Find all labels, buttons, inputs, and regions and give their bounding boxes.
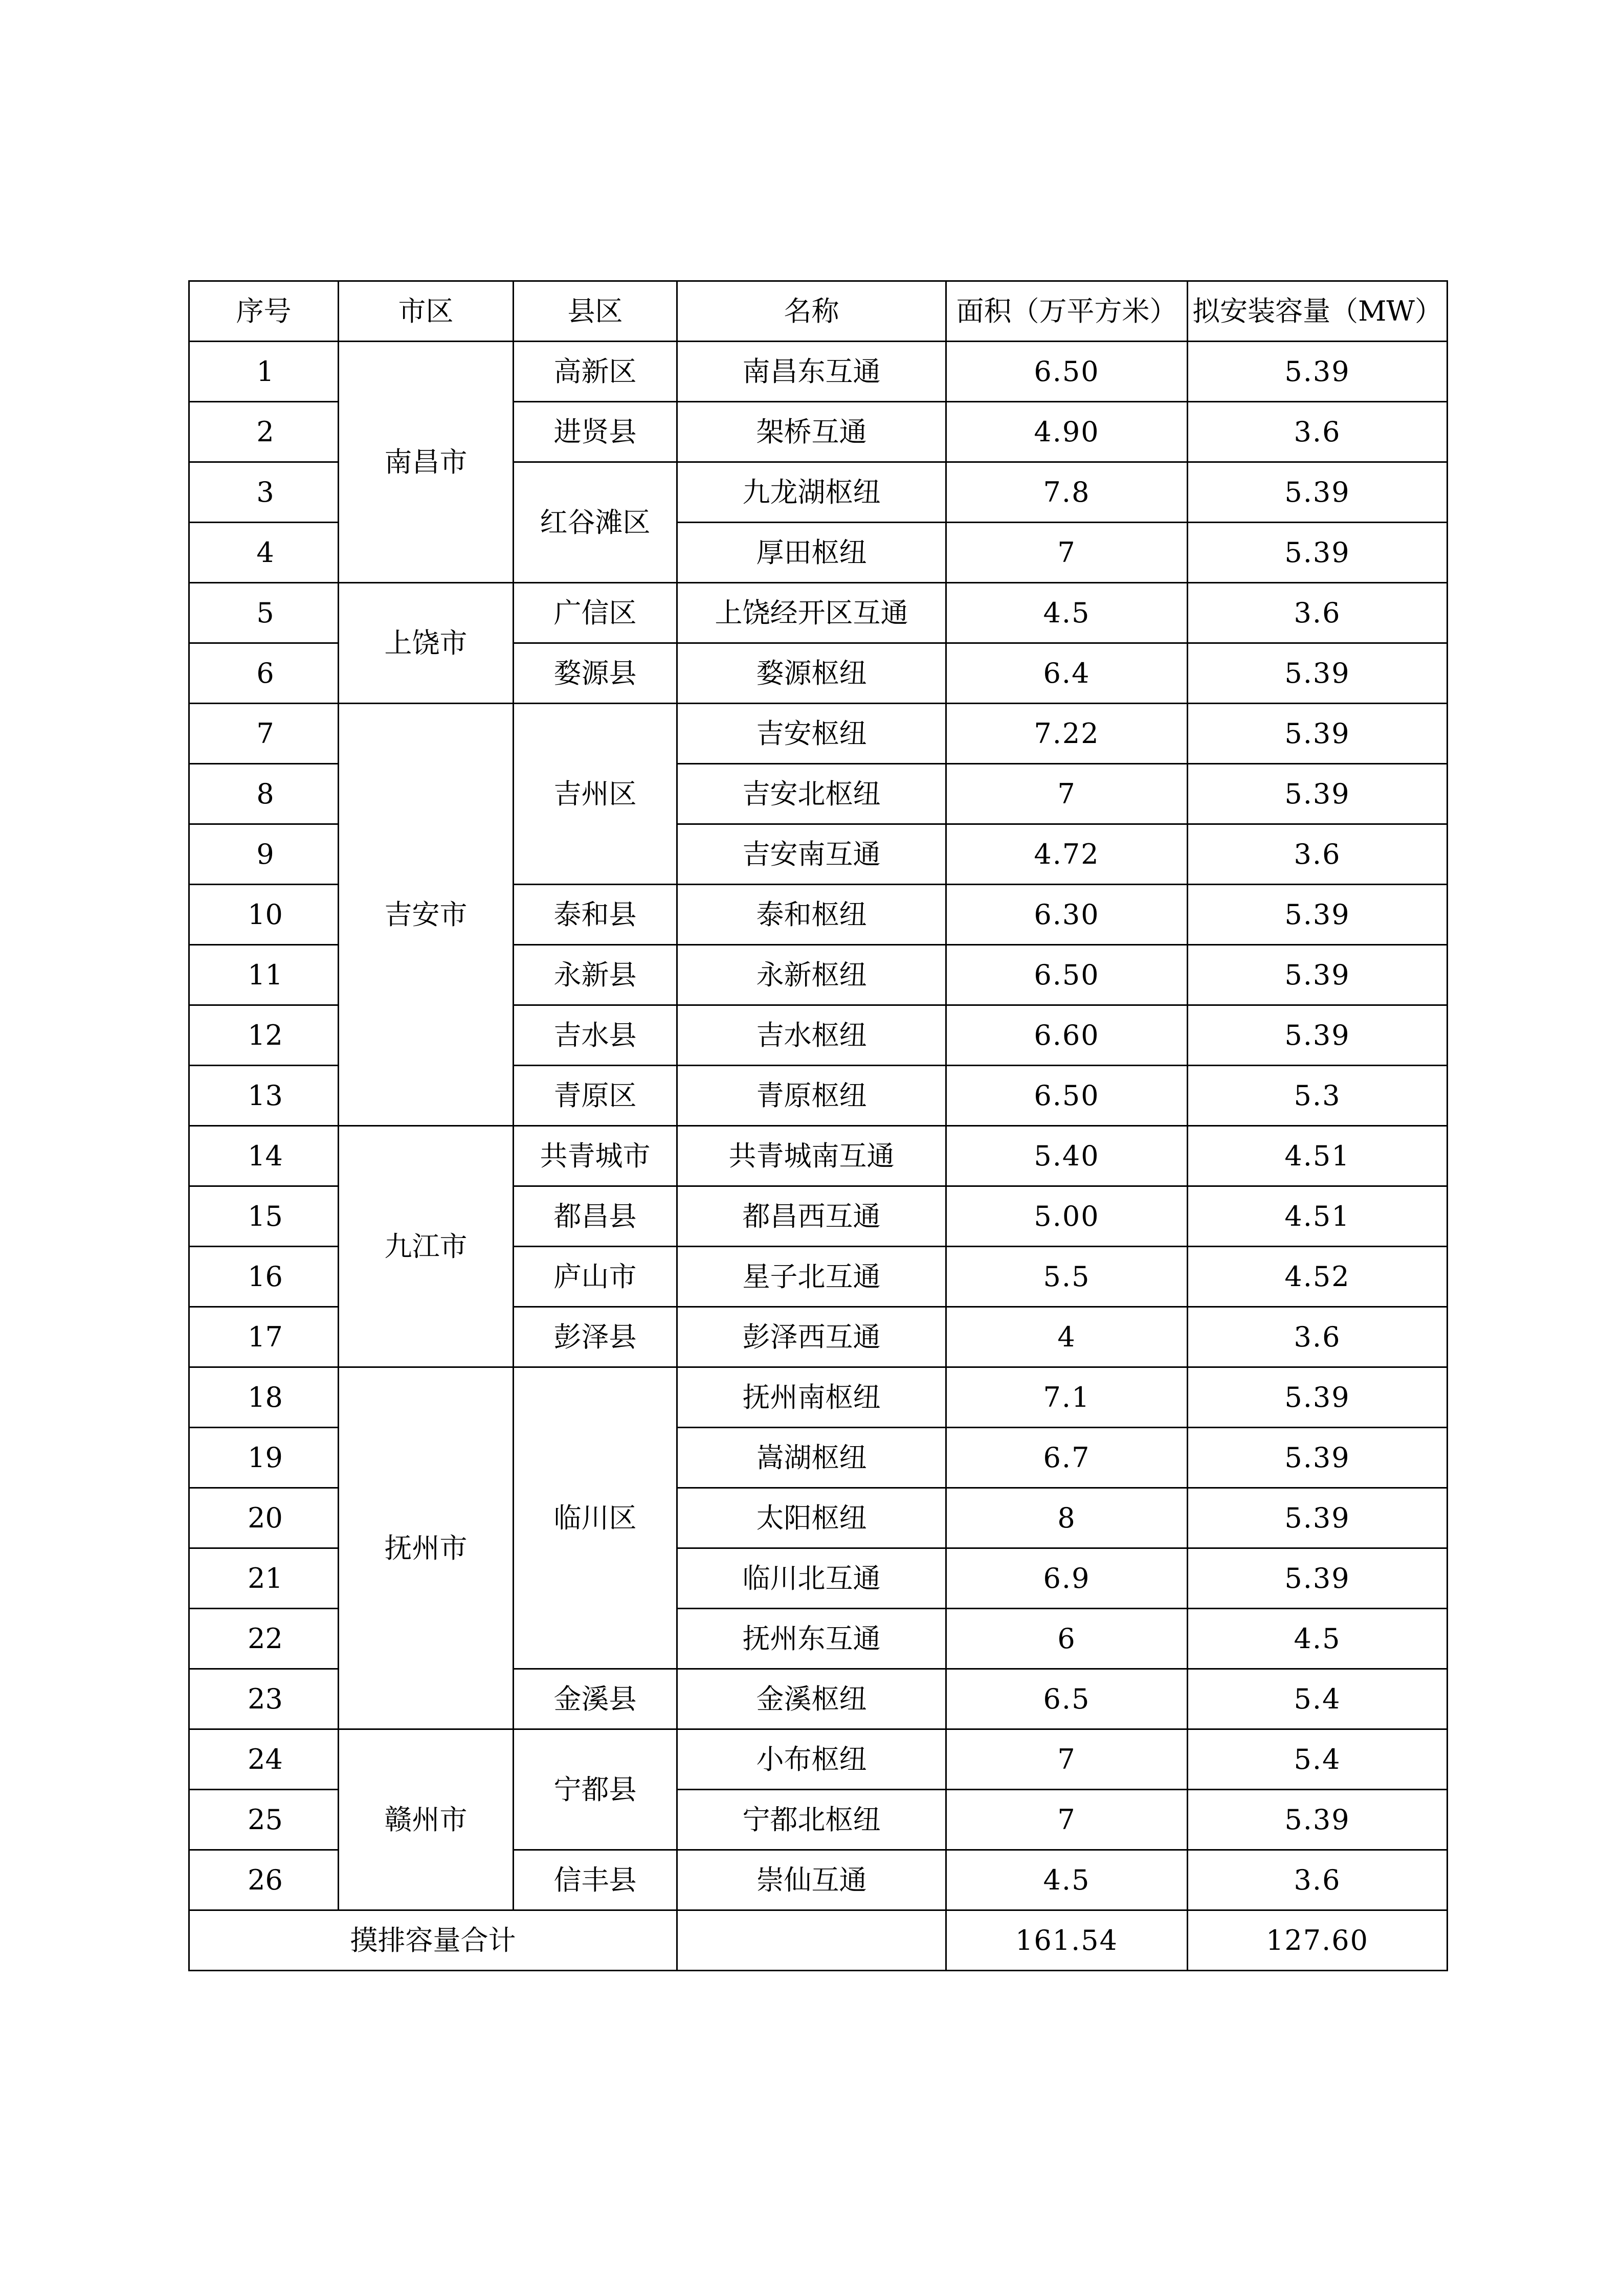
site-name-cell: 青原枢纽 [677, 1066, 946, 1126]
area-cell: 6.9 [946, 1548, 1188, 1609]
row-number-cell: 12 [189, 1005, 339, 1066]
area-cell: 5.5 [946, 1247, 1188, 1307]
site-name-cell: 南昌东互通 [677, 342, 946, 402]
site-name-cell: 崇仙互通 [677, 1850, 946, 1910]
site-name-cell: 小布枢纽 [677, 1729, 946, 1790]
site-name-cell: 吉安北枢纽 [677, 764, 946, 824]
capacity-cell: 4.51 [1188, 1126, 1448, 1186]
total-area-cell: 161.54 [946, 1910, 1188, 1971]
capacity-cell: 5.39 [1188, 945, 1448, 1005]
capacity-cell: 5.39 [1188, 1548, 1448, 1609]
header-county: 县区 [514, 281, 677, 342]
site-name-cell: 金溪枢纽 [677, 1669, 946, 1729]
county-cell: 庐山市 [514, 1247, 677, 1307]
total-name-cell [677, 1910, 946, 1971]
row-number-cell: 11 [189, 945, 339, 1005]
capacity-cell: 3.6 [1188, 402, 1448, 462]
row-number-cell: 6 [189, 643, 339, 704]
table-row [189, 1729, 1448, 1790]
area-cell: 4 [946, 1307, 1188, 1367]
header-capacity: 拟安装容量（MW） [1188, 281, 1448, 342]
city-cell: 南昌市 [339, 342, 514, 583]
county-cell: 青原区 [514, 1066, 677, 1126]
total-capacity-cell: 127.60 [1188, 1910, 1448, 1971]
site-name-cell: 婺源枢纽 [677, 643, 946, 704]
header-row [189, 281, 1448, 342]
county-cell: 彭泽县 [514, 1307, 677, 1367]
site-name-cell: 永新枢纽 [677, 945, 946, 1005]
area-cell: 4.5 [946, 1850, 1188, 1910]
site-name-cell: 吉安南互通 [677, 824, 946, 885]
area-cell: 7.1 [946, 1367, 1188, 1428]
city-cell: 赣州市 [339, 1729, 514, 1910]
city-cell: 抚州市 [339, 1367, 514, 1729]
site-name-cell: 抚州东互通 [677, 1609, 946, 1669]
area-cell: 5.40 [946, 1126, 1188, 1186]
row-number-cell: 8 [189, 764, 339, 824]
area-cell: 6.30 [946, 885, 1188, 945]
table-row [189, 704, 1448, 764]
city-cell: 九江市 [339, 1126, 514, 1367]
site-name-cell: 九龙湖枢纽 [677, 462, 946, 523]
area-cell: 6.60 [946, 1005, 1188, 1066]
table-row [189, 342, 1448, 402]
site-name-cell: 共青城南互通 [677, 1126, 946, 1186]
row-number-cell: 10 [189, 885, 339, 945]
capacity-cell: 5.39 [1188, 1367, 1448, 1428]
capacity-cell: 3.6 [1188, 583, 1448, 643]
area-cell: 7.8 [946, 462, 1188, 523]
area-cell: 6.50 [946, 342, 1188, 402]
table-body [189, 342, 1448, 1971]
area-cell: 7 [946, 1790, 1188, 1850]
site-name-cell: 彭泽西互通 [677, 1307, 946, 1367]
table-row [189, 583, 1448, 643]
area-cell: 7 [946, 523, 1188, 583]
row-number-cell: 4 [189, 523, 339, 583]
capacity-cell: 5.39 [1188, 1428, 1448, 1488]
county-cell: 进贤县 [514, 402, 677, 462]
site-name-cell: 宁都北枢纽 [677, 1790, 946, 1850]
row-number-cell: 5 [189, 583, 339, 643]
capacity-cell: 5.3 [1188, 1066, 1448, 1126]
county-cell: 红谷滩区 [514, 462, 677, 583]
county-cell: 永新县 [514, 945, 677, 1005]
area-cell: 4.90 [946, 402, 1188, 462]
county-cell: 信丰县 [514, 1850, 677, 1910]
area-cell: 7 [946, 764, 1188, 824]
capacity-cell: 3.6 [1188, 1307, 1448, 1367]
capacity-cell: 4.52 [1188, 1247, 1448, 1307]
area-cell: 6.50 [946, 1066, 1188, 1126]
area-cell: 7.22 [946, 704, 1188, 764]
site-name-cell: 抚州南枢纽 [677, 1367, 946, 1428]
table-header [189, 281, 1448, 342]
row-number-cell: 22 [189, 1609, 339, 1669]
table-row [189, 1367, 1448, 1428]
area-cell: 7 [946, 1729, 1188, 1790]
county-cell: 婺源县 [514, 643, 677, 704]
site-name-cell: 泰和枢纽 [677, 885, 946, 945]
total-label: 摸排容量合计 [189, 1910, 677, 1971]
capacity-cell: 5.39 [1188, 1488, 1448, 1548]
county-cell: 宁都县 [514, 1729, 677, 1850]
site-name-cell: 吉水枢纽 [677, 1005, 946, 1066]
site-name-cell: 吉安枢纽 [677, 704, 946, 764]
total-row [189, 1910, 1448, 1971]
capacity-cell: 4.5 [1188, 1609, 1448, 1669]
site-name-cell: 都昌西互通 [677, 1186, 946, 1247]
row-number-cell: 7 [189, 704, 339, 764]
capacity-cell: 4.51 [1188, 1186, 1448, 1247]
row-number-cell: 26 [189, 1850, 339, 1910]
area-cell: 4.5 [946, 583, 1188, 643]
county-cell: 都昌县 [514, 1186, 677, 1247]
capacity-cell: 5.4 [1188, 1729, 1448, 1790]
capacity-table [188, 280, 1448, 1971]
county-cell: 金溪县 [514, 1669, 677, 1729]
county-cell: 泰和县 [514, 885, 677, 945]
capacity-cell: 5.39 [1188, 704, 1448, 764]
header-city: 市区 [339, 281, 514, 342]
area-cell: 4.72 [946, 824, 1188, 885]
row-number-cell: 24 [189, 1729, 339, 1790]
capacity-cell: 5.39 [1188, 1790, 1448, 1850]
county-cell: 吉水县 [514, 1005, 677, 1066]
area-cell: 6.4 [946, 643, 1188, 704]
row-number-cell: 17 [189, 1307, 339, 1367]
site-name-cell: 临川北互通 [677, 1548, 946, 1609]
site-name-cell: 架桥互通 [677, 402, 946, 462]
header-name: 名称 [677, 281, 946, 342]
site-name-cell: 嵩湖枢纽 [677, 1428, 946, 1488]
row-number-cell: 9 [189, 824, 339, 885]
area-cell: 6.7 [946, 1428, 1188, 1488]
capacity-cell: 5.39 [1188, 462, 1448, 523]
row-number-cell: 14 [189, 1126, 339, 1186]
area-cell: 6.5 [946, 1669, 1188, 1729]
site-name-cell: 上饶经开区互通 [677, 583, 946, 643]
row-number-cell: 3 [189, 462, 339, 523]
header-area: 面积（万平方米） [946, 281, 1188, 342]
county-cell: 临川区 [514, 1367, 677, 1669]
capacity-cell: 5.39 [1188, 764, 1448, 824]
row-number-cell: 19 [189, 1428, 339, 1488]
county-cell: 吉州区 [514, 704, 677, 885]
county-cell: 高新区 [514, 342, 677, 402]
area-cell: 6 [946, 1609, 1188, 1669]
row-number-cell: 2 [189, 402, 339, 462]
row-number-cell: 13 [189, 1066, 339, 1126]
site-name-cell: 太阳枢纽 [677, 1488, 946, 1548]
capacity-cell: 5.39 [1188, 342, 1448, 402]
capacity-cell: 5.39 [1188, 523, 1448, 583]
row-number-cell: 20 [189, 1488, 339, 1548]
row-number-cell: 18 [189, 1367, 339, 1428]
capacity-cell: 3.6 [1188, 1850, 1448, 1910]
capacity-cell: 5.39 [1188, 1005, 1448, 1066]
capacity-cell: 5.39 [1188, 885, 1448, 945]
capacity-cell: 5.39 [1188, 643, 1448, 704]
city-cell: 上饶市 [339, 583, 514, 704]
county-cell: 广信区 [514, 583, 677, 643]
capacity-cell: 5.4 [1188, 1669, 1448, 1729]
row-number-cell: 1 [189, 342, 339, 402]
table-row [189, 1126, 1448, 1186]
row-number-cell: 15 [189, 1186, 339, 1247]
capacity-cell: 3.6 [1188, 824, 1448, 885]
site-name-cell: 厚田枢纽 [677, 523, 946, 583]
row-number-cell: 23 [189, 1669, 339, 1729]
site-name-cell: 星子北互通 [677, 1247, 946, 1307]
area-cell: 8 [946, 1488, 1188, 1548]
area-cell: 6.50 [946, 945, 1188, 1005]
header-no: 序号 [189, 281, 339, 342]
row-number-cell: 25 [189, 1790, 339, 1850]
county-cell: 共青城市 [514, 1126, 677, 1186]
city-cell: 吉安市 [339, 704, 514, 1126]
row-number-cell: 16 [189, 1247, 339, 1307]
area-cell: 5.00 [946, 1186, 1188, 1247]
row-number-cell: 21 [189, 1548, 339, 1609]
